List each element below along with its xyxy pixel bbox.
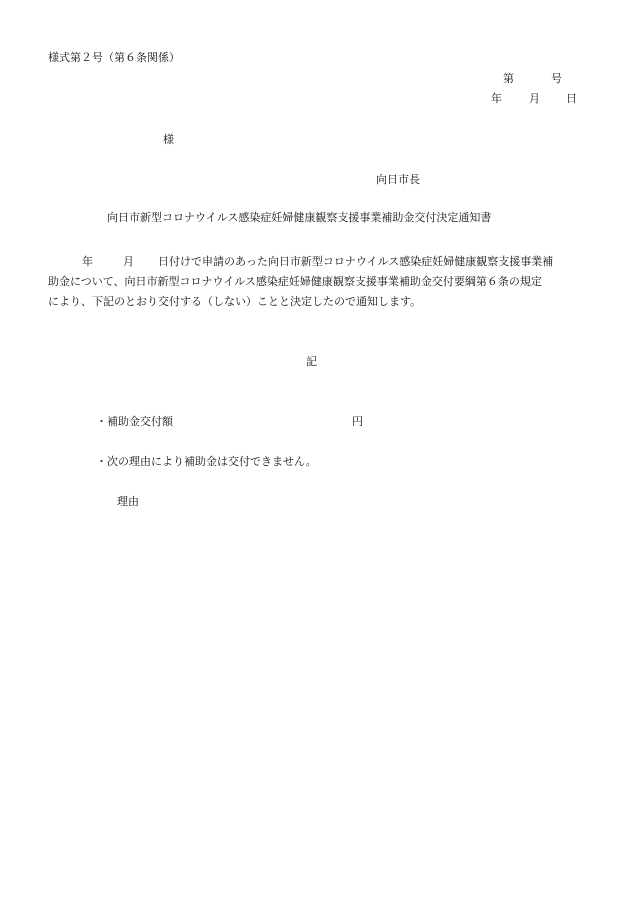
body-month: 月: [123, 255, 134, 268]
ki-heading: 記: [306, 355, 317, 368]
grant-amount-label: ・補助金交付額: [96, 415, 173, 428]
grant-amount-unit: 円: [352, 415, 363, 428]
body-line-1-text: 日付けで申請のあった向日市新型コロナウイルス感染症妊婦健康観察支援事業補: [158, 255, 554, 268]
document-title: 向日市新型コロナウイルス感染症妊婦健康観察支援事業補助金交付決定通知書: [107, 211, 492, 224]
form-number: 様式第２号（第６条関係）: [48, 51, 180, 64]
body-year: 年: [82, 255, 93, 268]
body-line-1: [48, 252, 578, 272]
date-month: 月: [529, 92, 540, 105]
body-line-3: により、下記のとおり交付する（しない）ことと決定したので通知します。: [48, 295, 422, 308]
not-granted-statement: ・次の理由により補助金は交付できません。: [96, 455, 317, 468]
addressee-honorific: 様: [163, 133, 174, 146]
reason-label: 理由: [117, 495, 139, 508]
date-year: 年: [491, 92, 502, 105]
issuer-name: 向日市長: [376, 173, 420, 186]
doc-number-suffix: 号: [551, 72, 562, 85]
notice-body: [48, 252, 578, 312]
doc-number-prefix: 第: [503, 72, 514, 85]
date-day: 日: [566, 92, 577, 105]
body-line-2: 助金について、向日市新型コロナウイルス感染症妊婦健康観察支援事業補助金交付要綱第６条の規定: [48, 275, 542, 288]
